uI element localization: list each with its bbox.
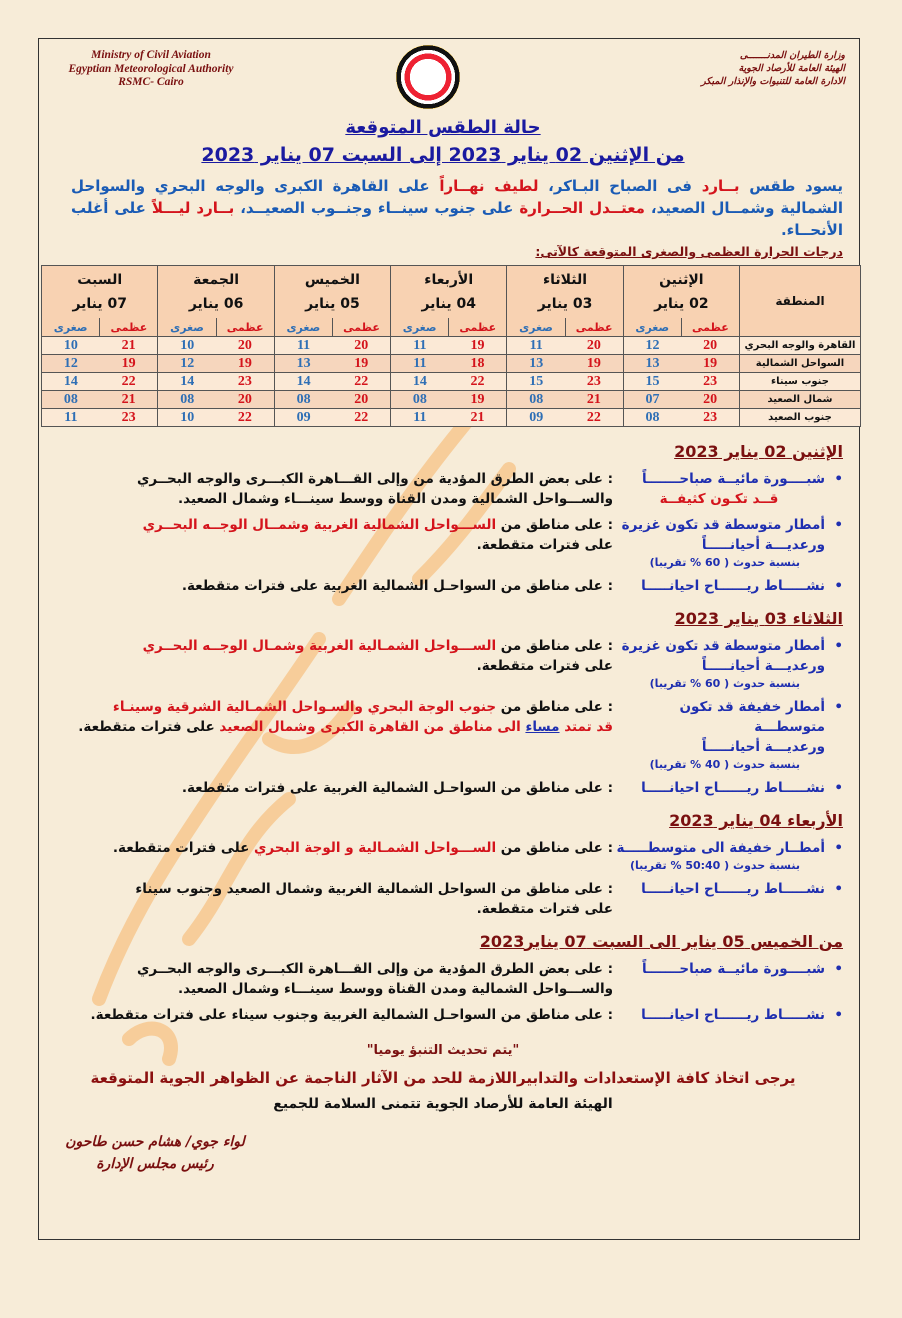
min-temp-cell: 15 bbox=[507, 373, 565, 391]
detail-line bbox=[61, 656, 613, 676]
phenomenon-line: • شبــــورة مائيــة صباحـــــــاً bbox=[642, 961, 825, 977]
min-temp-cell: 14 bbox=[391, 373, 449, 391]
day-header bbox=[42, 266, 158, 319]
day-name: الخميس bbox=[304, 272, 360, 288]
detail-line bbox=[61, 515, 613, 535]
detail-text: : على مناطق من السواحـل الشمالية الغربية وجنوب سيناء على فترات متقطعة. bbox=[90, 1007, 613, 1023]
detail-text: : على مناطق من bbox=[496, 638, 613, 654]
intro-text: على القاهرة الكبرى والوجه البحري والسواحل الشمالية وشمــال الصعيد، bbox=[71, 177, 843, 217]
intro-highlight: لطيف نهــاراً bbox=[439, 177, 539, 195]
min-label: صغرى bbox=[42, 318, 100, 337]
min-temp-cell: 13 bbox=[623, 355, 681, 373]
max-temp-cell: 21 bbox=[565, 391, 623, 409]
probability: بنسبة حدوث ( 40 % تقريبا) bbox=[649, 758, 800, 771]
forecast-item bbox=[61, 959, 843, 999]
min-temp-cell: 13 bbox=[507, 355, 565, 373]
wish-text: الهيئة العامة للأرصاد الجوية تتمنى السلامة للجميع bbox=[273, 1096, 613, 1112]
max-temp-cell: 19 bbox=[449, 391, 507, 409]
region-cell: جنوب سيناء bbox=[740, 373, 861, 391]
max-temp-cell: 22 bbox=[449, 373, 507, 391]
detail-text: على فترات متقطعة. bbox=[476, 658, 613, 674]
forecast-section bbox=[61, 931, 843, 1025]
forecast-section bbox=[61, 441, 843, 596]
min-temp-cell: 14 bbox=[42, 373, 100, 391]
min-temp-cell: 09 bbox=[507, 409, 565, 427]
day-date: 06 يناير bbox=[188, 296, 244, 312]
page-subtitle: من الإثنين 02 يناير 2023 إلى السبت 07 يناير 2023 bbox=[201, 144, 685, 166]
min-temp-cell: 09 bbox=[274, 409, 332, 427]
probability: بنسبة حدوث ( 60 % تقريبا) bbox=[649, 556, 800, 569]
detail bbox=[61, 778, 613, 798]
day-name: الإثنين bbox=[659, 272, 704, 288]
min-temp-cell: 08 bbox=[274, 391, 332, 409]
advice-text: يرجى اتخاذ كافة الإستعدادات والتدابيراللازمة للحد من الآثار الناجمة عن الظواهر الجوية المتوقعة bbox=[90, 1069, 796, 1087]
table-row bbox=[42, 355, 861, 373]
phenomenon bbox=[613, 515, 843, 570]
header-en-line: Egyptian Meteorological Authority bbox=[68, 62, 234, 75]
max-temp-cell: 19 bbox=[449, 337, 507, 355]
detail-line bbox=[61, 697, 613, 717]
forecast-item bbox=[61, 697, 843, 772]
phenomenon bbox=[613, 576, 843, 596]
temps-caption: درجات الحرارة العظمى والصغرى المتوقعة كالآتى: bbox=[535, 244, 843, 259]
detail-text: : على مناطق من bbox=[496, 699, 613, 715]
min-temp-cell: 08 bbox=[391, 391, 449, 409]
detail-text: على فترات متقطعة. bbox=[476, 901, 613, 917]
region-cell: القاهرة والوجه البحري bbox=[740, 337, 861, 355]
min-temp-cell: 11 bbox=[391, 409, 449, 427]
detail-text: : على مناطق من bbox=[496, 840, 613, 856]
detail bbox=[61, 1005, 613, 1025]
min-label: صغرى bbox=[507, 318, 565, 337]
forecast-item bbox=[61, 515, 843, 570]
detail-highlight: قد تمتد bbox=[559, 719, 613, 735]
max-temp-cell: 22 bbox=[565, 409, 623, 427]
day-name: الأربعاء bbox=[424, 272, 474, 288]
max-temp-cell: 20 bbox=[681, 391, 739, 409]
max-label: عظمى bbox=[332, 318, 390, 337]
max-temp-cell: 22 bbox=[332, 373, 390, 391]
detail-text: : على بعض الطرق المؤدية من وإلى القـــاهرة الكبـــرى والوجه البحــري bbox=[137, 961, 613, 977]
letterhead bbox=[41, 45, 845, 115]
max-label: عظمى bbox=[449, 318, 507, 337]
min-temp-cell: 08 bbox=[158, 391, 216, 409]
phenomenon-line: ورعديـــة أحيانـــــاً bbox=[701, 537, 825, 553]
min-label: صغرى bbox=[623, 318, 681, 337]
phenomenon-line: • شبــــورة مائيــة صباحـــــــاً bbox=[642, 471, 825, 487]
day-date: 07 يناير bbox=[72, 296, 127, 312]
detail-line bbox=[61, 1005, 613, 1025]
max-temp-cell: 20 bbox=[332, 337, 390, 355]
max-temp-cell: 20 bbox=[681, 337, 739, 355]
phenomenon-line: • أمطــار خفيفة الى متوسطـــــة bbox=[616, 840, 825, 856]
table-row bbox=[42, 391, 861, 409]
detail bbox=[61, 838, 613, 873]
min-temp-cell: 08 bbox=[42, 391, 100, 409]
region-cell: السواحل الشمالية bbox=[740, 355, 861, 373]
table-header-row bbox=[42, 266, 861, 319]
forecast-item bbox=[61, 879, 843, 919]
detail-text: على فترات متقطعة. bbox=[476, 537, 613, 553]
table-row bbox=[42, 337, 861, 355]
min-temp-cell: 14 bbox=[158, 373, 216, 391]
phenomenon-line: • نشـــــاط ريــــــاح احيانـــــا bbox=[641, 578, 825, 594]
day-date: 03 يناير bbox=[537, 296, 593, 312]
detail-text: : على مناطق من السواحل الشمالية الغربية وشمال الصعيد وجنوب سيناء bbox=[135, 881, 613, 897]
day-header bbox=[158, 266, 274, 319]
forecast-sections bbox=[61, 441, 843, 1025]
detail bbox=[61, 697, 613, 772]
table-row bbox=[42, 373, 861, 391]
min-temp-cell: 07 bbox=[623, 391, 681, 409]
detail-text: والســـواحل الشمالية ومدن القناة ووسط سينـــاء وشمال الصعيد. bbox=[178, 491, 613, 507]
day-header bbox=[274, 266, 390, 319]
min-temp-cell: 12 bbox=[158, 355, 216, 373]
max-temp-cell: 19 bbox=[332, 355, 390, 373]
day-date: 02 يناير bbox=[654, 296, 709, 312]
detail-line bbox=[61, 717, 613, 737]
detail-text: : على مناطق من السواحـل الشمالية الغربية على فترات متقطعة. bbox=[181, 578, 613, 594]
max-label: عظمى bbox=[681, 318, 739, 337]
detail bbox=[61, 636, 613, 691]
detail-text: : على مناطق من bbox=[496, 517, 613, 533]
logo-text: EMA bbox=[418, 63, 438, 72]
phenomenon bbox=[613, 469, 843, 509]
ema-logo bbox=[396, 45, 460, 109]
header-ar-line: الهيئة العامة للأرصاد الجوية bbox=[738, 63, 845, 74]
section-heading: الثلاثاء 03 يناير 2023 bbox=[674, 609, 843, 628]
detail-line bbox=[61, 778, 613, 798]
section-heading: الإثنين 02 يناير 2023 bbox=[674, 442, 843, 461]
detail bbox=[61, 959, 613, 999]
forecast-item bbox=[61, 576, 843, 596]
detail-line bbox=[61, 979, 613, 999]
day-header bbox=[623, 266, 739, 319]
max-temp-cell: 19 bbox=[565, 355, 623, 373]
max-temp-cell: 18 bbox=[449, 355, 507, 373]
detail-highlight: جنوب الوجة البحري والسـواحل الشمـالية الشرقية وسينـاء bbox=[112, 699, 497, 715]
max-temp-cell: 19 bbox=[681, 355, 739, 373]
phenomenon bbox=[613, 879, 843, 919]
detail-line bbox=[61, 469, 613, 489]
detail-line bbox=[61, 879, 613, 899]
min-label: صغرى bbox=[391, 318, 449, 337]
max-temp-cell: 20 bbox=[332, 391, 390, 409]
min-temp-cell: 12 bbox=[42, 355, 100, 373]
document-content bbox=[41, 45, 856, 1175]
page-title: حالة الطقس المتوقعة bbox=[345, 117, 541, 138]
phenomenon-line: • نشـــــاط ريــــــاح احيانـــــا bbox=[641, 780, 825, 796]
max-label: عظمى bbox=[100, 318, 158, 337]
max-temp-cell: 20 bbox=[216, 391, 274, 409]
min-temp-cell: 13 bbox=[274, 355, 332, 373]
detail-highlight: مساء bbox=[525, 719, 560, 735]
max-temp-cell: 23 bbox=[100, 409, 158, 427]
signature-name: لواء جوي/ هشام حسن طاحون bbox=[65, 1134, 245, 1150]
max-temp-cell: 22 bbox=[216, 409, 274, 427]
intro-text: على أغلب الأنحــاء. bbox=[71, 199, 843, 239]
header-en-line: RSMC- Cairo bbox=[118, 76, 184, 88]
detail-line bbox=[61, 535, 613, 555]
phenomenon-line: ورعديـــة أحيانـــــاً bbox=[701, 658, 825, 674]
forecast-section bbox=[61, 608, 843, 798]
forecast-item bbox=[61, 1005, 843, 1025]
phenomenon-note: قــد تكـون كثيفــة bbox=[659, 491, 779, 507]
max-temp-cell: 19 bbox=[216, 355, 274, 373]
max-label: عظمى bbox=[565, 318, 623, 337]
detail-text: على فترات متقطعة. bbox=[112, 840, 255, 856]
document-frame bbox=[38, 38, 860, 1240]
header-ar-line: الادارة العامة للتنبوات والإنذار المبكر bbox=[701, 76, 845, 87]
intro-paragraph bbox=[71, 175, 843, 241]
intro-text: يسود طقس bbox=[739, 177, 844, 195]
phenomenon-line: ورعديـــة أحيانـــــاً bbox=[701, 739, 825, 755]
forecast-item bbox=[61, 778, 843, 798]
header-en-line: Ministry of Civil Aviation bbox=[91, 49, 211, 61]
detail-highlight: الى مناطق من القاهرة الكبرى وشمال الصعيد bbox=[219, 719, 526, 735]
temperature-table bbox=[41, 265, 861, 427]
max-label: عظمى bbox=[216, 318, 274, 337]
region-cell: جنوب الصعيد bbox=[740, 409, 861, 427]
intro-highlight: بــارد bbox=[701, 177, 740, 195]
phenomenon-line: • نشـــــاط ريــــــاح احيانـــــا bbox=[641, 1007, 825, 1023]
detail-line bbox=[61, 899, 613, 919]
detail-text: : على مناطق من السواحـل الشمالية الغربية على فترات متقطعة. bbox=[181, 780, 613, 796]
phenomenon bbox=[613, 697, 843, 772]
min-temp-cell: 11 bbox=[42, 409, 100, 427]
detail bbox=[61, 576, 613, 596]
max-temp-cell: 20 bbox=[565, 337, 623, 355]
max-temp-cell: 22 bbox=[332, 409, 390, 427]
update-note: "يتم تحديث التنبؤ يوميا" bbox=[366, 1043, 520, 1058]
max-temp-cell: 19 bbox=[100, 355, 158, 373]
day-name: الثلاثاء bbox=[542, 272, 588, 288]
detail-highlight: الســـواحل الشمـالية الغربية وشمـال الوجــه البحــري bbox=[142, 638, 497, 654]
detail-line bbox=[61, 838, 613, 858]
max-temp-cell: 23 bbox=[565, 373, 623, 391]
phenomenon bbox=[613, 778, 843, 798]
detail-highlight: الســـواحل الشمالية الغربية وشمــال الوجــه البحــري bbox=[142, 517, 497, 533]
min-label: صغرى bbox=[274, 318, 332, 337]
forecast-section bbox=[61, 810, 843, 919]
forecast-item bbox=[61, 838, 843, 873]
max-temp-cell: 23 bbox=[681, 409, 739, 427]
day-date: 04 يناير bbox=[421, 296, 476, 312]
detail-line bbox=[61, 576, 613, 596]
phenomenon bbox=[613, 838, 843, 873]
min-label: صغرى bbox=[158, 318, 216, 337]
max-temp-cell: 21 bbox=[100, 337, 158, 355]
header-ar-line: وزارة الطيران المدنـــــــى bbox=[739, 50, 845, 61]
detail-line bbox=[61, 489, 613, 509]
intro-text: فى الصباح البـاكر، bbox=[538, 177, 702, 195]
max-temp-cell: 20 bbox=[216, 337, 274, 355]
detail bbox=[61, 879, 613, 919]
detail-text: : على بعض الطرق المؤدية من وإلى القـــاهرة الكبـــرى والوجه البحــري bbox=[137, 471, 613, 487]
phenomenon-line: • أمطار متوسطة قد تكون غزيرة bbox=[621, 517, 825, 533]
max-temp-cell: 21 bbox=[100, 391, 158, 409]
min-temp-cell: 10 bbox=[158, 337, 216, 355]
min-temp-cell: 10 bbox=[42, 337, 100, 355]
probability: بنسبة حدوث ( 50:40 % تقريبا) bbox=[629, 859, 800, 872]
header-english bbox=[41, 49, 261, 90]
phenomenon bbox=[613, 636, 843, 691]
section-heading: الأربعاء 04 يناير 2023 bbox=[669, 811, 843, 830]
detail-text: والســـواحل الشمالية ومدن القناة ووسط سينـــاء وشمال الصعيد. bbox=[178, 981, 613, 997]
intro-highlight: بــارد ليـــلاً bbox=[151, 199, 235, 217]
min-temp-cell: 15 bbox=[623, 373, 681, 391]
min-temp-cell: 12 bbox=[623, 337, 681, 355]
intro-highlight: معتــدل الحــرارة bbox=[519, 199, 645, 217]
section-heading: من الخميس 05 يناير الى السبت 07 يناير2023 bbox=[479, 932, 843, 951]
min-temp-cell: 11 bbox=[391, 355, 449, 373]
detail bbox=[61, 469, 613, 509]
phenomenon bbox=[613, 959, 843, 999]
day-name: السبت bbox=[77, 272, 123, 288]
detail bbox=[61, 515, 613, 570]
day-name: الجمعة bbox=[193, 272, 240, 288]
forecast-item bbox=[61, 636, 843, 691]
detail-highlight: الســـواحل الشمـالية و الوجة البحري bbox=[254, 840, 497, 856]
detail-line bbox=[61, 959, 613, 979]
intro-text: على جنوب سينــاء وجنــوب الصعيــد، bbox=[234, 199, 520, 217]
detail-line bbox=[61, 636, 613, 656]
min-temp-cell: 11 bbox=[507, 337, 565, 355]
min-temp-cell: 11 bbox=[391, 337, 449, 355]
day-header bbox=[507, 266, 623, 319]
phenomenon bbox=[613, 1005, 843, 1025]
max-temp-cell: 23 bbox=[681, 373, 739, 391]
forecast-item bbox=[61, 469, 843, 509]
min-temp-cell: 14 bbox=[274, 373, 332, 391]
min-temp-cell: 10 bbox=[158, 409, 216, 427]
header-arabic bbox=[595, 49, 845, 88]
min-temp-cell: 08 bbox=[623, 409, 681, 427]
min-temp-cell: 08 bbox=[507, 391, 565, 409]
max-temp-cell: 23 bbox=[216, 373, 274, 391]
max-temp-cell: 21 bbox=[449, 409, 507, 427]
day-header bbox=[391, 266, 507, 319]
phenomenon-line: • أمطار متوسطة قد تكون غزيرة bbox=[621, 638, 825, 654]
table-subheader-row bbox=[42, 318, 861, 337]
phenomenon-line: • أمطار خفيفة قد تكون متوسطـــة bbox=[679, 699, 825, 735]
region-header: المنطقة bbox=[740, 266, 861, 337]
table-row bbox=[42, 409, 861, 427]
max-temp-cell: 22 bbox=[100, 373, 158, 391]
probability: بنسبة حدوث ( 60 % تقريبا) bbox=[649, 677, 800, 690]
day-date: 05 يناير bbox=[305, 296, 360, 312]
detail-text: على فترات متقطعة. bbox=[78, 719, 220, 735]
signature-title: رئيس مجلس الإدارة bbox=[96, 1156, 214, 1172]
phenomenon-line: • نشـــــاط ريــــــاح احيانـــــا bbox=[641, 881, 825, 897]
min-temp-cell: 11 bbox=[274, 337, 332, 355]
region-cell: شمال الصعيد bbox=[740, 391, 861, 409]
